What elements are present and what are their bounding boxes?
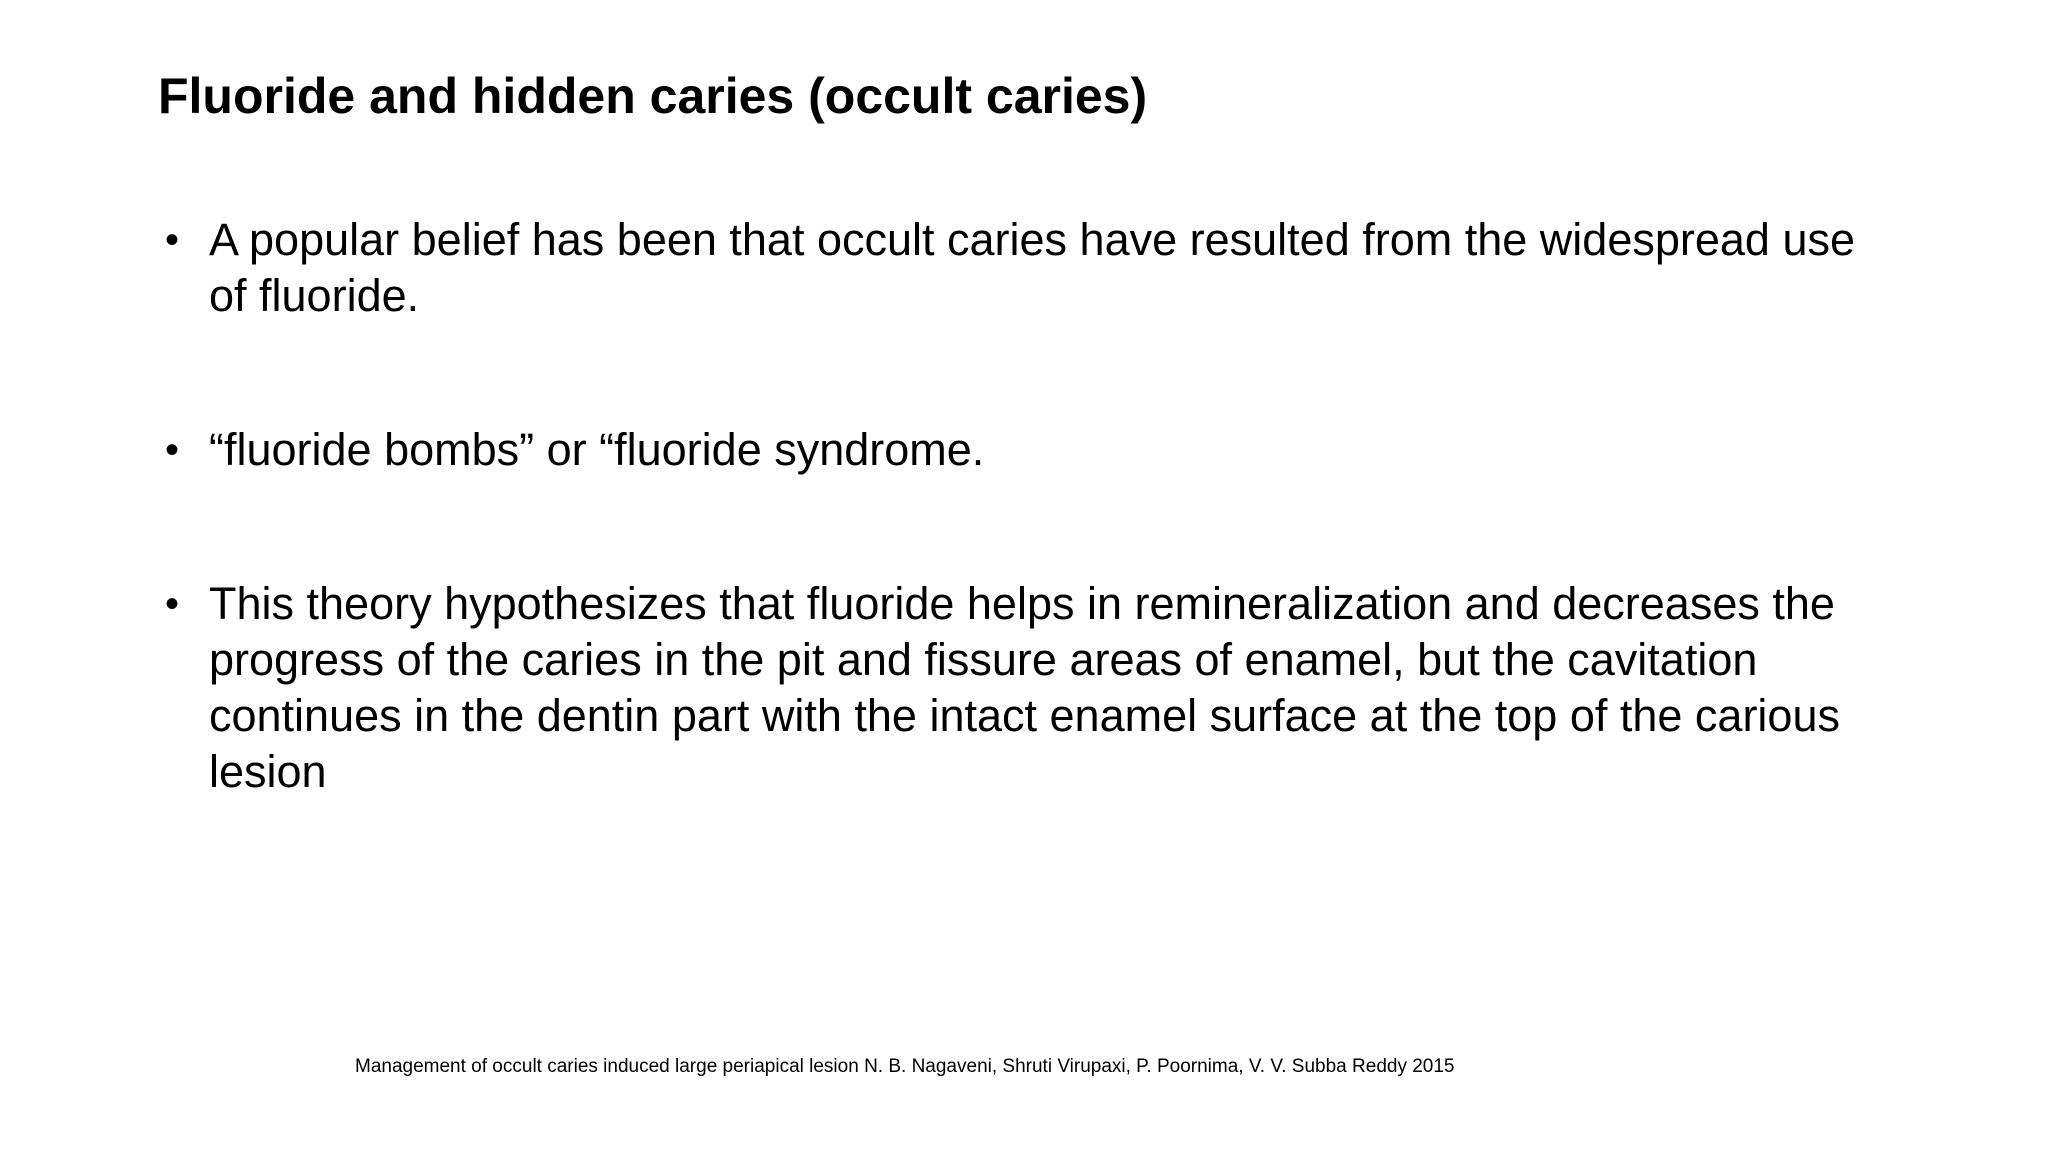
bullet-text: This theory hypothesizes that fluoride helps in remineralization and decreases the progress of the caries in the pit and fissure areas of enamel, but the cavitation continues in the dentin part with the intact enamel surface at the top of the carious lesion <box>209 578 1840 797</box>
bullet-text: “fluoride bombs” or “fluoride syndrome. <box>209 424 985 475</box>
slide-title: Fluoride and hidden caries (occult caries) <box>158 68 1148 124</box>
bullet-icon: • <box>165 218 180 262</box>
bullet-item <box>165 576 1905 800</box>
bullet-icon: • <box>165 428 180 472</box>
bullet-text: A popular belief has been that occult caries have resulted from the widespread use of fluoride. <box>209 214 1855 321</box>
bullet-list <box>165 212 1905 800</box>
citation-footnote: Management of occult caries induced large periapical lesion N. B. Nagaveni, Shruti Virupaxi, P. Poornima, V. V. Subba Reddy 2015 <box>355 1056 1455 1077</box>
bullet-item <box>165 422 1905 478</box>
bullet-item <box>165 212 1905 324</box>
bullet-icon: • <box>165 582 180 626</box>
